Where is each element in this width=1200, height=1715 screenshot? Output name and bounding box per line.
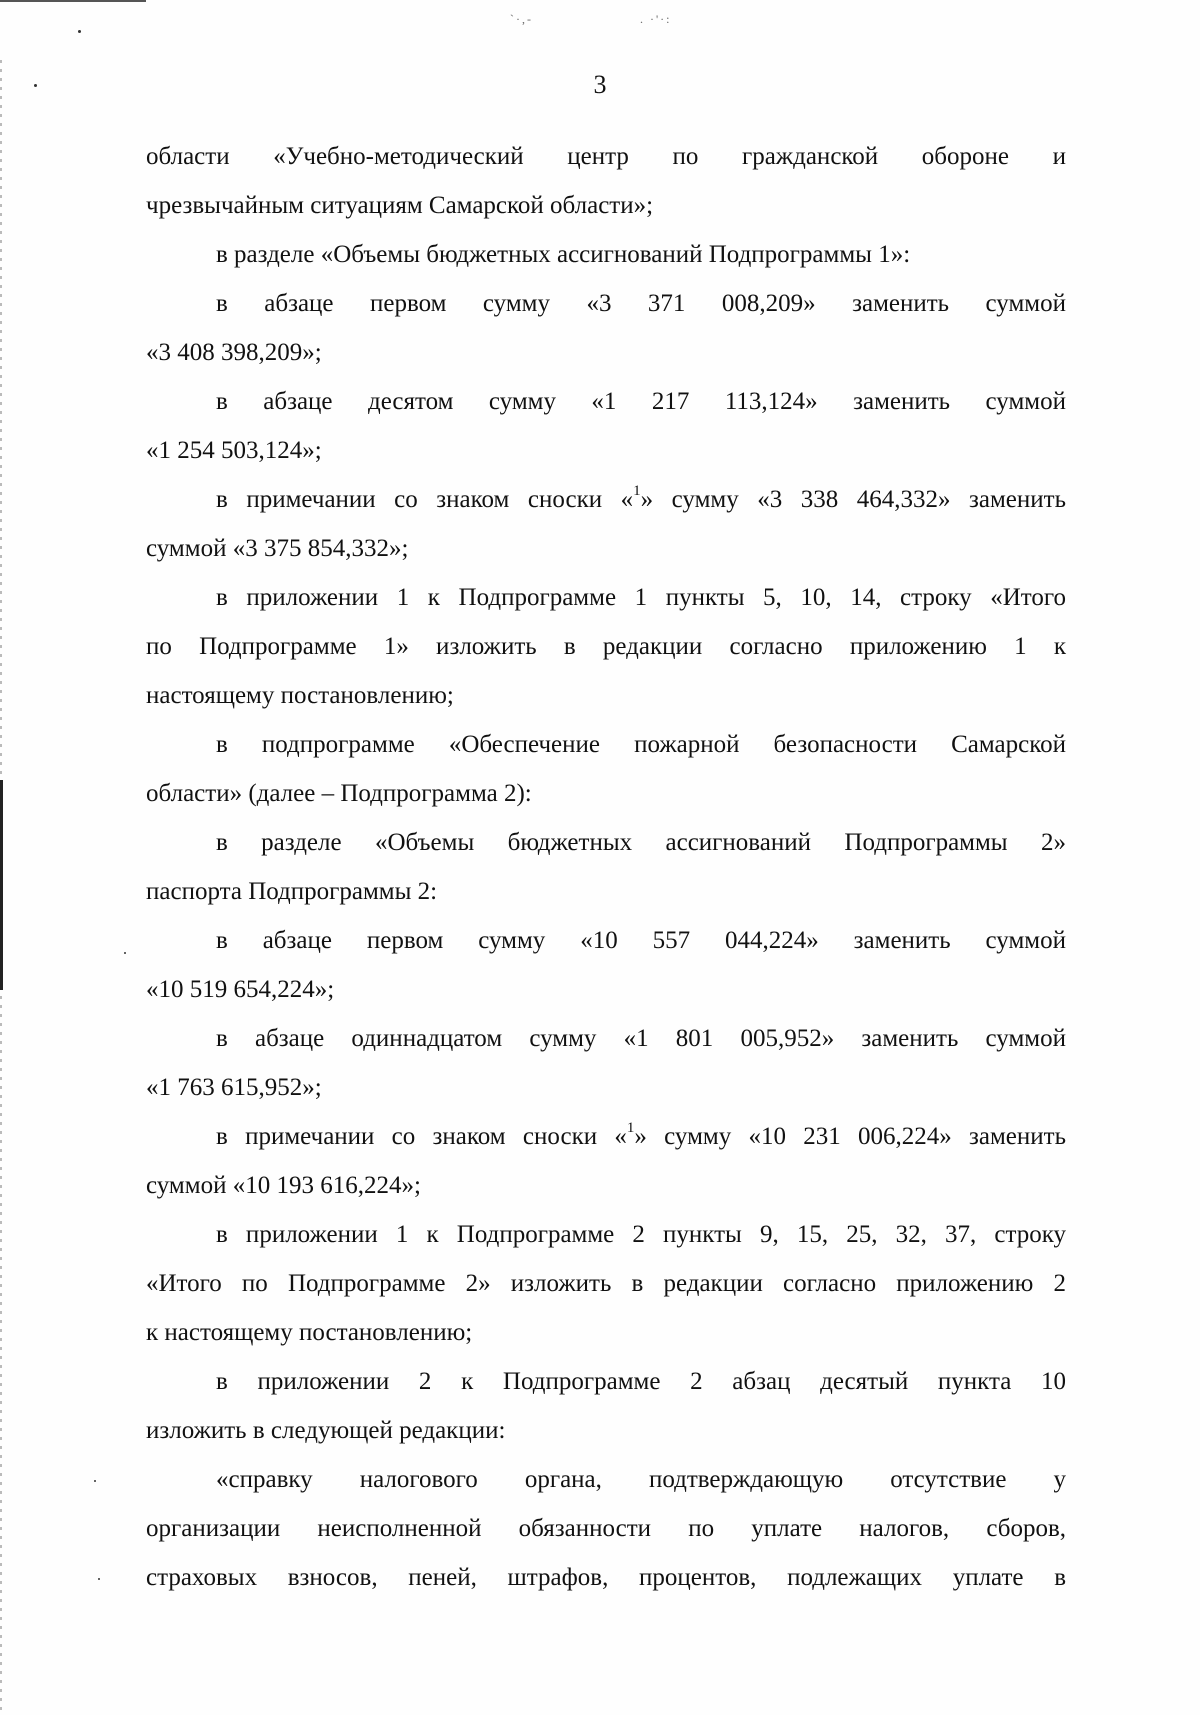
text-line: «1 763 615,952»;	[146, 1074, 322, 1101]
scan-speck	[78, 30, 81, 33]
text-fragment: » сумму «10 231 006,224» заменить	[634, 1123, 1066, 1150]
text-line: в разделе «Объемы бюджетных ассигнований Подпрограммы 2»	[216, 829, 1066, 856]
text-line: настоящему постановлению;	[146, 682, 454, 709]
scan-left-bar	[0, 780, 3, 990]
text-line	[146, 1112, 1066, 1161]
text-line: в приложении 1 к Подпрограмме 1 пункты 5, 10, 14, строку «Итого	[216, 584, 1066, 611]
scan-specks: . ·'·:	[640, 12, 672, 26]
text-line: «3 408 398,209»;	[146, 339, 322, 366]
scan-speck	[94, 1480, 96, 1482]
text-line: в разделе «Объемы бюджетных ассигнований Подпрограммы 1»:	[216, 241, 911, 268]
paragraph	[146, 1112, 1066, 1210]
text-line: по Подпрограмме 1» изложить в редакции согласно приложению 1 к	[146, 633, 1066, 660]
text-line: в приложении 1 к Подпрограмме 2 пункты 9, 15, 25, 32, 37, строку	[216, 1221, 1066, 1248]
text-fragment: в примечании со знаком сноски «	[216, 486, 634, 513]
paragraph	[146, 916, 1066, 1014]
paragraph	[146, 818, 1066, 916]
text-line: организации неисполненной обязанности по уплате налогов, сборов,	[146, 1515, 1066, 1542]
document-body	[146, 132, 1066, 1602]
paragraph	[146, 377, 1066, 475]
page-number: 3	[593, 70, 607, 99]
text-line: в приложении 2 к Подпрограмме 2 абзац десятый пункта 10	[216, 1368, 1066, 1395]
paragraph	[146, 573, 1066, 720]
scan-top-rule	[0, 0, 146, 2]
paragraph	[146, 1210, 1066, 1357]
text-line: в подпрограмме «Обеспечение пожарной безопасности Самарской	[216, 731, 1066, 758]
text-line: «10 519 654,224»;	[146, 976, 335, 1003]
paragraph	[146, 1014, 1066, 1112]
text-line: области «Учебно-методический центр по гражданской обороне и	[146, 143, 1066, 170]
text-line: «справку налогового органа, подтверждающую отсутствие у	[216, 1466, 1066, 1493]
footnote-marker: 1	[633, 482, 641, 499]
paragraph	[146, 279, 1066, 377]
paragraph	[146, 720, 1066, 818]
text-fragment: в примечании со знаком сноски «	[216, 1123, 627, 1150]
text-line: в абзаце одиннадцатом сумму «1 801 005,952» заменить суммой	[216, 1025, 1066, 1052]
text-fragment: » сумму «3 338 464,332» заменить	[640, 486, 1066, 513]
text-line: изложить в следующей редакции:	[146, 1417, 506, 1444]
text-line: «Итого по Подпрограмме 2» изложить в редакции согласно приложению 2	[146, 1270, 1066, 1297]
scan-speck	[124, 952, 126, 954]
paragraph	[146, 1455, 1066, 1602]
scan-specks: `·,-	[510, 12, 533, 26]
text-line: в абзаце первом сумму «3 371 008,209» заменить суммой	[216, 290, 1066, 317]
text-line: чрезвычайным ситуациям Самарской области»;	[146, 192, 654, 219]
text-line: суммой «3 375 854,332»;	[146, 535, 409, 562]
text-line: к настоящему постановлению;	[146, 1319, 473, 1346]
text-line: области» (далее – Подпрограмма 2):	[146, 780, 532, 807]
paragraph	[146, 475, 1066, 573]
text-line: «1 254 503,124»;	[146, 437, 322, 464]
text-line: в абзаце первом сумму «10 557 044,224» заменить суммой	[216, 927, 1066, 954]
paragraph	[146, 132, 1066, 230]
text-line: в абзаце десятом сумму «1 217 113,124» заменить суммой	[216, 388, 1066, 415]
paragraph	[146, 1357, 1066, 1455]
scan-speck	[98, 1578, 100, 1580]
text-line: суммой «10 193 616,224»;	[146, 1172, 421, 1199]
text-line: страховых взносов, пеней, штрафов, процентов, подлежащих уплате в	[146, 1564, 1066, 1591]
footnote-marker: 1	[626, 1119, 635, 1136]
text-line	[146, 475, 1066, 524]
text-line: паспорта Подпрограммы 2:	[146, 878, 438, 905]
paragraph	[146, 230, 1066, 279]
